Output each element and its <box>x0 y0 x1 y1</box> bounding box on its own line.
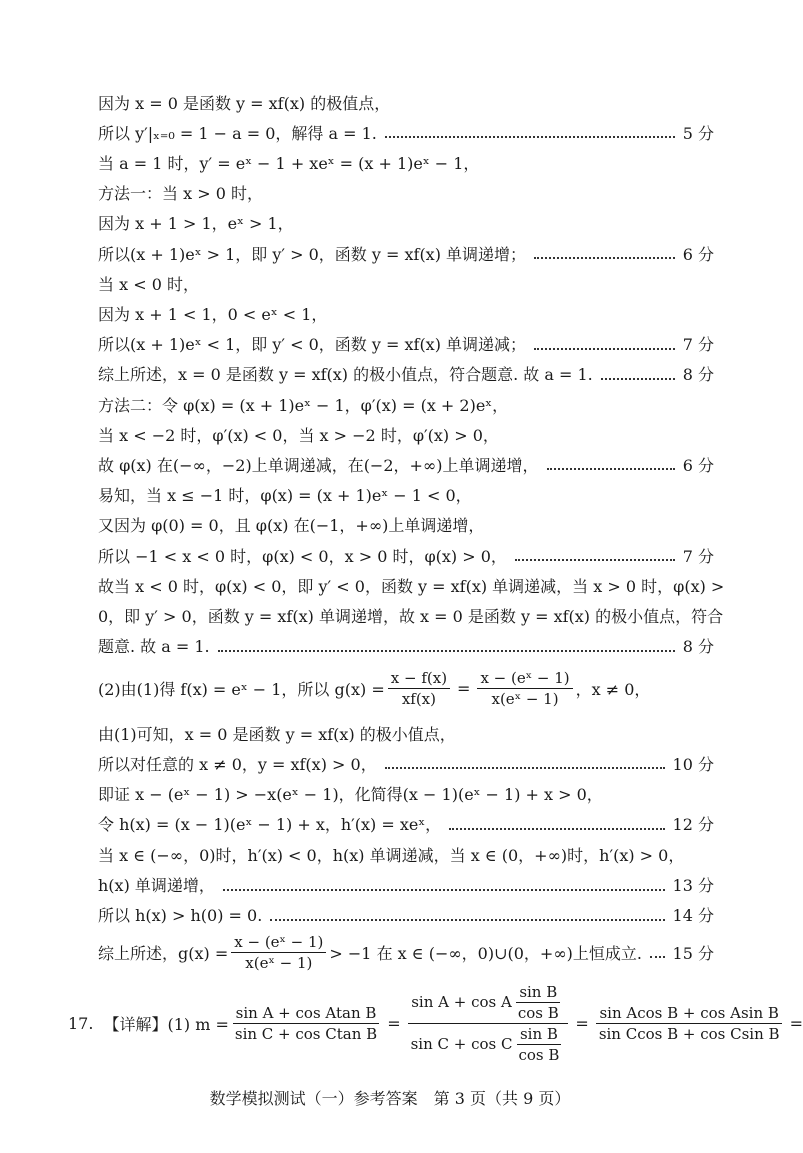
line-text: 所以(x + 1)eˣ < 1，即 y′ < 0，函数 y = xf(x) 单调递减； <box>98 335 527 355</box>
fraction-summary: $\frac{\text{x − (eˣ − 1)}}{\text{x(eˣ − 1)}}$ <box>231 933 326 972</box>
answer-line <box>98 420 714 448</box>
fraction-m-1: $\frac{\text{sin A + cos Atan B}}{\text{sin C + cos Ctan B}}$ <box>232 1004 380 1043</box>
answer-line <box>98 601 724 629</box>
line-text: 所以对任意的 x ≠ 0，y = xf(x) > 0， <box>98 754 377 774</box>
line-text: 故当 x < 0 时，φ(x) < 0，即 y′ < 0，函数 y = xf(x) 单调递减，当 x > 0 时，φ(x) > <box>98 576 725 596</box>
answer-line <box>98 871 714 899</box>
score-label: 7 分 <box>682 335 714 355</box>
line-text: 综上所述，x = 0 是函数 y = xf(x) 的极小值点，符合题意. 故 a = 1. <box>98 365 593 385</box>
score-leader <box>650 956 665 958</box>
answer-line <box>98 88 714 116</box>
line-text: 故 φ(x) 在(−∞，−2)上单调递减，在(−2，+∞)上单调递增， <box>98 455 539 475</box>
line-text: 易知，当 x ≤ −1 时，φ(x) = (x + 1)eˣ − 1 < 0， <box>98 486 472 506</box>
answer-line <box>98 511 714 539</box>
line-text: 所以 −1 < x < 0 时，φ(x) < 0，x > 0 时，φ(x) > 0， <box>98 546 507 566</box>
score-leader <box>385 136 675 138</box>
answer-line <box>98 450 714 478</box>
score-label: 8 分 <box>682 365 714 385</box>
answer-line <box>98 179 714 207</box>
line-text: 当 a = 1 时，y′ = eˣ − 1 + xeˣ = (x + 1)eˣ − 1， <box>98 153 480 173</box>
score-leader <box>270 919 664 921</box>
line-text: 题意. 故 a = 1. <box>98 637 210 657</box>
score-label: 14 分 <box>672 906 714 926</box>
fraction-m-2: sin A + cos A $\frac{\text{sin B}}{\text{cos B}}$ sin C + cos C $\frac{\text{sin B}}{\text{cos B}}$ <box>408 983 569 1064</box>
line-text: 又因为 φ(0) = 0，且 φ(x) 在(−1，+∞)上单调递增， <box>98 516 485 536</box>
score-label: 6 分 <box>682 244 714 264</box>
score-label: 15 分 <box>672 943 714 963</box>
line-text: 方法一：当 x > 0 时， <box>98 184 263 204</box>
line-text: h(x) 单调递增， <box>98 876 215 895</box>
answer-line <box>98 299 714 327</box>
answer-line <box>98 239 714 267</box>
line-text: 因为 x + 1 < 1，0 < eˣ < 1， <box>98 304 328 324</box>
part2-line: (2)由(1)得 f(x) = eˣ − 1，所以 g(x) = $\frac{x - f(x)}{xf(x)}$ = $\frac{\text{x − (eˣ − 1)}}{\text{x(eˣ − 1)}}$ ，x ≠ 0， <box>98 668 651 708</box>
fraction-m-3: $\frac{\text{sin Acos B + cos Asin B}}{\text{sin Ccos B + cos Csin B}}$ <box>596 1004 783 1043</box>
line-text: 当 x < 0 时， <box>98 274 199 294</box>
line-text: 因为 x = 0 是函数 y = xf(x) 的极值点， <box>98 93 391 113</box>
score-leader <box>515 559 675 561</box>
line-text: 由(1)可知，x = 0 是函数 y = xf(x) 的极小值点， <box>98 724 456 744</box>
score-label: 8 分 <box>682 637 714 657</box>
fraction-g-2: $\frac{\text{x − (eˣ − 1)}}{\text{x(eˣ − 1)}}$ <box>477 669 572 708</box>
score-leader <box>223 889 665 891</box>
line-text: 因为 x + 1 > 1，eˣ > 1， <box>98 214 294 234</box>
answer-line <box>98 148 714 176</box>
answer-line <box>98 330 714 358</box>
detail-label: 【详解】(1) m = <box>103 1014 229 1034</box>
answer-line <box>98 780 714 808</box>
score-leader <box>534 348 675 350</box>
line-text: 当 x ∈ (−∞，0)时，h′(x) < 0，h(x) 单调递减，当 x ∈ (0，+∞)时，h′(x) > 0， <box>98 845 685 865</box>
score-label: 13 分 <box>672 876 714 895</box>
score-leader <box>385 767 665 769</box>
score-leader <box>547 468 675 470</box>
line-text: 当 x < −2 时，φ′(x) < 0，当 x > −2 时，φ′(x) > 0， <box>98 425 499 445</box>
answer-line <box>98 901 714 929</box>
question-number: 17. <box>68 1013 94 1033</box>
score-label: 12 分 <box>672 815 714 835</box>
line-text: 方法二：令 φ(x) = (x + 1)eˣ − 1，φ′(x) = (x + 2)eˣ， <box>98 395 509 415</box>
question-17-line: 17. 【详解】(1) m = $\frac{\text{sin A + cos Atan B}}{\text{sin C + cos Ctan B}}$ = sin A + cos A $\frac{\text{sin B}}{\text{cos B}}$ sin C + cos C $\frac{\text{sin B}}{\text{cos B}}$ = $\frac{\text{sin Acos B + cos Asin B}}{\text{sin Ccos B + cos Csin B}}$ = <box>68 982 803 1064</box>
score-leader <box>601 378 675 380</box>
score-leader <box>534 257 675 259</box>
score-label: 7 分 <box>682 546 714 566</box>
answer-line <box>98 390 714 418</box>
answer-line <box>98 269 714 297</box>
answer-line <box>98 360 714 388</box>
line-text: 所以 y′|ₓ₌₀ = 1 − a = 0，解得 a = 1. <box>98 123 377 143</box>
score-label: 5 分 <box>682 123 714 143</box>
answer-line <box>98 571 725 599</box>
line-text: 所以 h(x) > h(0) = 0. <box>98 906 263 926</box>
answer-line <box>98 632 714 660</box>
score-label: 10 分 <box>672 754 714 774</box>
answer-line <box>98 810 714 838</box>
line-text: 即证 x − (eˣ − 1) > −x(eˣ − 1)，化简得(x − 1)(eˣ − 1) + x > 0， <box>98 785 603 805</box>
answer-line <box>98 840 714 868</box>
part2-lead: (2)由(1)得 f(x) = eˣ − 1，所以 g(x) = <box>98 679 385 699</box>
score-label: 6 分 <box>682 455 714 475</box>
answer-line <box>98 541 714 569</box>
answer-line <box>98 481 714 509</box>
answer-line <box>98 209 714 237</box>
fraction-g-1: $\frac{x - f(x)}{xf(x)}$ <box>388 669 450 708</box>
line-text: 0，即 y′ > 0，函数 y = xf(x) 单调递增，故 x = 0 是函数 y = xf(x) 的极小值点，符合 <box>98 606 724 626</box>
line-text: 令 h(x) = (x − 1)(eˣ − 1) + x，h′(x) = xeˣ， <box>98 815 442 835</box>
answer-line <box>98 118 714 146</box>
answer-line <box>98 719 714 747</box>
page-footer: 数学模拟测试（一）参考答案 第 3 页（共 9 页） <box>209 1089 571 1108</box>
score-leader <box>218 650 675 652</box>
answer-line <box>98 749 714 777</box>
score-leader <box>449 828 664 830</box>
line-text: 所以(x + 1)eˣ > 1，即 y′ > 0，函数 y = xf(x) 单调递增； <box>98 244 527 264</box>
summary-line: 综上所述，g(x) = $\frac{\text{x − (eˣ − 1)}}{\text{x(eˣ − 1)}}$ > −1 在 x ∈ (−∞，0)∪(0，+∞)上恒成立. 15 分 <box>98 932 714 972</box>
part2-tail: ，x ≠ 0， <box>575 679 651 699</box>
